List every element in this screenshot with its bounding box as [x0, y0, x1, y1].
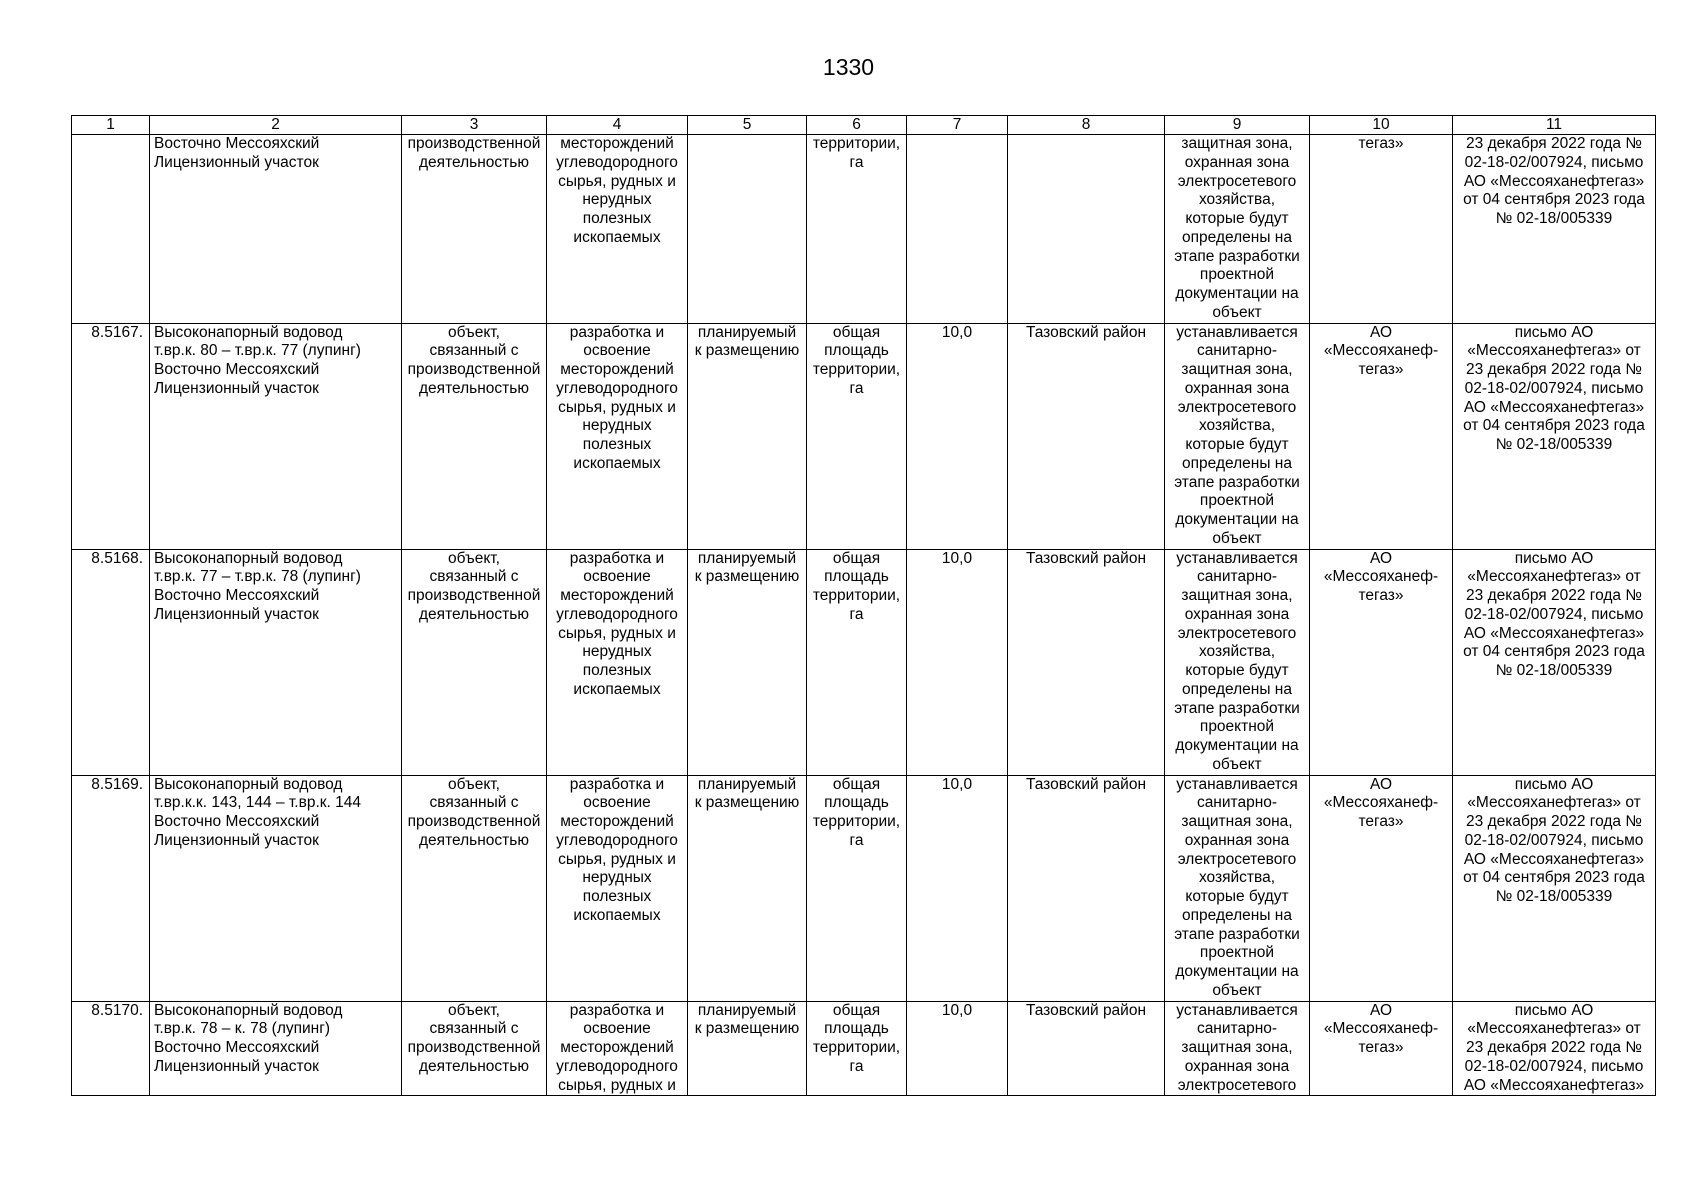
object-type-cell: объект, связанный с производственной деятельностью — [402, 549, 547, 775]
value-cell: 10,0 — [907, 323, 1008, 549]
table-row — [72, 135, 1656, 324]
column-header: 8 — [1008, 116, 1165, 135]
characteristic-cell: общая площадь территории, га — [807, 549, 907, 775]
page-number: 1330 — [822, 54, 875, 80]
row-number-cell: 8.5168. — [72, 549, 150, 775]
row-number-cell — [72, 135, 150, 324]
zone-cell: устанавливается санитарно- защитная зона, охранная зона электросетевого хозяйства, которые будут определены на этапе разработки проектной документации на объект — [1165, 323, 1310, 549]
purpose-cell: разработка и освоение месторождений углеводородного сырья, рудных и нерудных полезных ископаемых — [547, 775, 688, 1001]
basis-cell: письмо АО «Мессояханефтегаз» от 23 декабря 2022 года № 02-18-02/007924, письмо АО «Мессояханефтегаз» — [1453, 1001, 1656, 1096]
purpose-cell: разработка и освоение месторождений углеводородного сырья, рудных и нерудных полезных ископаемых — [547, 323, 688, 549]
location-cell: Тазовский район — [1008, 775, 1165, 1001]
zone-cell: устанавливается санитарно- защитная зона, охранная зона электросетевого хозяйства, которые будут определены на этапе разработки проектной документации на объект — [1165, 549, 1310, 775]
object-name-cell: Высоконапорный водовод т.вр.к. 80 – т.вр.к. 77 (лупинг) Восточно Мессояхский Лицензионный участок — [150, 323, 402, 549]
characteristic-cell: общая площадь территории, га — [807, 775, 907, 1001]
object-type-cell: объект, связанный с производственной деятельностью — [402, 1001, 547, 1096]
location-cell: Тазовский район — [1008, 1001, 1165, 1096]
characteristic-cell: общая площадь территории, га — [807, 323, 907, 549]
column-header: 3 — [402, 116, 547, 135]
value-cell: 10,0 — [907, 549, 1008, 775]
objects-table — [71, 115, 1656, 1096]
basis-cell: письмо АО «Мессояханефтегаз» от 23 декабря 2022 года № 02-18-02/007924, письмо АО «Мессояханефтегаз» от 04 сентября 2023 года № 02-18/005339 — [1453, 775, 1656, 1001]
status-cell: планируемый к размещению — [688, 549, 807, 775]
organization-cell: АО «Мессояханеф- тегаз» — [1310, 323, 1453, 549]
zone-cell: устанавливается санитарно- защитная зона, охранная зона электросетевого — [1165, 1001, 1310, 1096]
value-cell: 10,0 — [907, 1001, 1008, 1096]
zone-cell: устанавливается санитарно- защитная зона, охранная зона электросетевого хозяйства, которые будут определены на этапе разработки проектной документации на объект — [1165, 775, 1310, 1001]
location-cell — [1008, 135, 1165, 324]
location-cell: Тазовский район — [1008, 549, 1165, 775]
object-type-cell: производственной деятельностью — [402, 135, 547, 324]
column-header: 9 — [1165, 116, 1310, 135]
status-cell: планируемый к размещению — [688, 775, 807, 1001]
status-cell: планируемый к размещению — [688, 323, 807, 549]
status-cell — [688, 135, 807, 324]
value-cell: 10,0 — [907, 775, 1008, 1001]
characteristic-cell: общая площадь территории, га — [807, 1001, 907, 1096]
column-header: 6 — [807, 116, 907, 135]
column-header: 1 — [72, 116, 150, 135]
table-row — [72, 549, 1656, 775]
basis-cell: письмо АО «Мессояханефтегаз» от 23 декабря 2022 года № 02-18-02/007924, письмо АО «Мессояханефтегаз» от 04 сентября 2023 года № 02-18/005339 — [1453, 323, 1656, 549]
organization-cell: АО «Мессояханеф- тегаз» — [1310, 1001, 1453, 1096]
value-cell — [907, 135, 1008, 324]
organization-cell: АО «Мессояханеф- тегаз» — [1310, 775, 1453, 1001]
row-number-cell: 8.5167. — [72, 323, 150, 549]
table-row — [72, 1001, 1656, 1096]
basis-cell: письмо АО «Мессояханефтегаз» от 23 декабря 2022 года № 02-18-02/007924, письмо АО «Мессояханефтегаз» от 04 сентября 2023 года № 02-18/005339 — [1453, 549, 1656, 775]
organization-cell: АО «Мессояханеф- тегаз» — [1310, 549, 1453, 775]
object-name-cell: Восточно Мессояхский Лицензионный участок — [150, 135, 402, 324]
organization-cell: тегаз» — [1310, 135, 1453, 324]
column-header: 4 — [547, 116, 688, 135]
basis-cell: 23 декабря 2022 года № 02-18-02/007924, письмо АО «Мессояханефтегаз» от 04 сентября 2023 года № 02-18/005339 — [1453, 135, 1656, 324]
object-name-cell: Высоконапорный водовод т.вр.к. 78 – к. 78 (лупинг) Восточно Мессояхский Лицензионный участок — [150, 1001, 402, 1096]
object-type-cell: объект, связанный с производственной деятельностью — [402, 775, 547, 1001]
zone-cell: защитная зона, охранная зона электросетевого хозяйства, которые будут определены на этапе разработки проектной документации на объект — [1165, 135, 1310, 324]
purpose-cell: разработка и освоение месторождений углеводородного сырья, рудных и — [547, 1001, 688, 1096]
row-number-cell: 8.5169. — [72, 775, 150, 1001]
column-header: 2 — [150, 116, 402, 135]
table-row — [72, 323, 1656, 549]
purpose-cell: разработка и освоение месторождений углеводородного сырья, рудных и нерудных полезных ископаемых — [547, 549, 688, 775]
column-header: 7 — [907, 116, 1008, 135]
location-cell: Тазовский район — [1008, 323, 1165, 549]
purpose-cell: месторождений углеводородного сырья, рудных и нерудных полезных ископаемых — [547, 135, 688, 324]
column-header: 5 — [688, 116, 807, 135]
status-cell: планируемый к размещению — [688, 1001, 807, 1096]
object-type-cell: объект, связанный с производственной деятельностью — [402, 323, 547, 549]
row-number-cell: 8.5170. — [72, 1001, 150, 1096]
object-name-cell: Высоконапорный водовод т.вр.к. 77 – т.вр.к. 78 (лупинг) Восточно Мессояхский Лицензионный участок — [150, 549, 402, 775]
column-header: 11 — [1453, 116, 1656, 135]
object-name-cell: Высоконапорный водовод т.вр.к.к. 143, 144 – т.вр.к. 144 Восточно Мессояхский Лицензионный участок — [150, 775, 402, 1001]
column-header: 10 — [1310, 116, 1453, 135]
column-number-row — [72, 116, 1656, 135]
table-row — [72, 775, 1656, 1001]
characteristic-cell: территории, га — [807, 135, 907, 324]
